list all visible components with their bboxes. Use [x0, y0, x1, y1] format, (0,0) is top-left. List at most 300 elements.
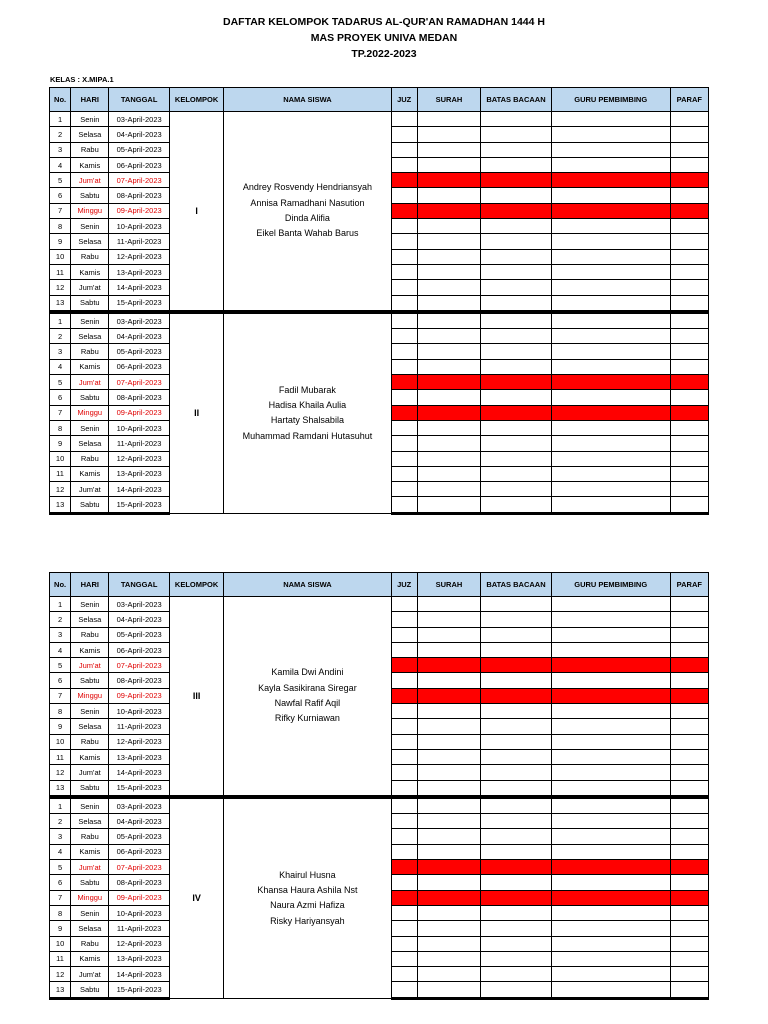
cell-guru[interactable]: [551, 797, 670, 814]
cell-guru[interactable]: [551, 688, 670, 703]
cell-surah[interactable]: [417, 451, 480, 466]
row-no: 6: [50, 188, 71, 203]
cell-batas[interactable]: [481, 234, 552, 249]
cell-batas[interactable]: [481, 264, 552, 279]
cell-surah[interactable]: [417, 982, 480, 998]
cell-surah[interactable]: [417, 860, 480, 875]
cell-juz[interactable]: [391, 734, 417, 749]
cell-guru[interactable]: [551, 658, 670, 673]
cell-surah[interactable]: [417, 642, 480, 657]
cell-batas[interactable]: [481, 436, 552, 451]
cell-paraf[interactable]: [670, 860, 708, 875]
row-no: 2: [50, 127, 71, 142]
cell-guru[interactable]: [551, 359, 670, 374]
cell-guru[interactable]: [551, 719, 670, 734]
cell-surah[interactable]: [417, 967, 480, 982]
cell-juz[interactable]: [391, 466, 417, 481]
cell-juz[interactable]: [391, 420, 417, 435]
row-no: 10: [50, 249, 71, 264]
student-names-cell: [224, 597, 391, 797]
cell-guru[interactable]: [551, 921, 670, 936]
cell-juz[interactable]: [391, 234, 417, 249]
row-tanggal: 05-April-2023: [109, 627, 169, 642]
cell-juz[interactable]: [391, 905, 417, 920]
cell-batas[interactable]: [481, 405, 552, 420]
cell-paraf[interactable]: [670, 359, 708, 374]
student-names-cell: [224, 312, 391, 513]
cell-surah[interactable]: [417, 597, 480, 612]
cell-guru[interactable]: [551, 390, 670, 405]
cell-batas[interactable]: [481, 203, 552, 218]
cell-guru[interactable]: [551, 295, 670, 312]
cell-batas[interactable]: [481, 921, 552, 936]
cell-paraf[interactable]: [670, 875, 708, 890]
cell-batas[interactable]: [481, 497, 552, 513]
col-header-kelompok: KELOMPOK: [169, 573, 223, 597]
cell-surah[interactable]: [417, 936, 480, 951]
cell-guru[interactable]: [551, 203, 670, 218]
cell-paraf[interactable]: [670, 249, 708, 264]
cell-surah[interactable]: [417, 249, 480, 264]
cell-batas[interactable]: [481, 597, 552, 612]
cell-paraf[interactable]: [670, 405, 708, 420]
cell-guru[interactable]: [551, 344, 670, 359]
cell-surah[interactable]: [417, 219, 480, 234]
cell-surah[interactable]: [417, 436, 480, 451]
cell-batas[interactable]: [481, 765, 552, 780]
cell-juz[interactable]: [391, 329, 417, 344]
cell-juz[interactable]: [391, 451, 417, 466]
cell-batas[interactable]: [481, 890, 552, 905]
cell-guru[interactable]: [551, 627, 670, 642]
cell-surah[interactable]: [417, 142, 480, 157]
cell-paraf[interactable]: [670, 451, 708, 466]
cell-surah[interactable]: [417, 203, 480, 218]
cell-surah[interactable]: [417, 405, 480, 420]
cell-juz[interactable]: [391, 642, 417, 657]
cell-juz[interactable]: [391, 142, 417, 157]
cell-surah[interactable]: [417, 875, 480, 890]
cell-surah[interactable]: [417, 112, 480, 127]
cell-batas[interactable]: [481, 749, 552, 764]
cell-guru[interactable]: [551, 642, 670, 657]
cell-surah[interactable]: [417, 844, 480, 859]
row-hari: Kamis: [71, 642, 109, 657]
cell-juz[interactable]: [391, 719, 417, 734]
cell-paraf[interactable]: [670, 673, 708, 688]
cell-batas[interactable]: [481, 734, 552, 749]
cell-batas[interactable]: [481, 642, 552, 657]
cell-paraf[interactable]: [670, 436, 708, 451]
cell-surah[interactable]: [417, 359, 480, 374]
row-hari: Minggu: [71, 203, 109, 218]
cell-guru[interactable]: [551, 420, 670, 435]
cell-surah[interactable]: [417, 829, 480, 844]
cell-batas[interactable]: [481, 982, 552, 998]
cell-paraf[interactable]: [670, 905, 708, 920]
cell-guru[interactable]: [551, 264, 670, 279]
cell-juz[interactable]: [391, 688, 417, 703]
cell-guru[interactable]: [551, 188, 670, 203]
cell-juz[interactable]: [391, 875, 417, 890]
cell-surah[interactable]: [417, 688, 480, 703]
cell-paraf[interactable]: [670, 844, 708, 859]
cell-paraf[interactable]: [670, 420, 708, 435]
cell-paraf[interactable]: [670, 375, 708, 390]
cell-guru[interactable]: [551, 875, 670, 890]
cell-batas[interactable]: [481, 829, 552, 844]
cell-paraf[interactable]: [670, 612, 708, 627]
cell-batas[interactable]: [481, 875, 552, 890]
cell-juz[interactable]: [391, 890, 417, 905]
cell-paraf[interactable]: [670, 466, 708, 481]
cell-guru[interactable]: [551, 405, 670, 420]
cell-batas[interactable]: [481, 312, 552, 329]
cell-juz[interactable]: [391, 280, 417, 295]
cell-batas[interactable]: [481, 295, 552, 312]
cell-surah[interactable]: [417, 951, 480, 966]
cell-juz[interactable]: [391, 829, 417, 844]
cell-juz[interactable]: [391, 249, 417, 264]
cell-juz[interactable]: [391, 359, 417, 374]
cell-paraf[interactable]: [670, 627, 708, 642]
cell-paraf[interactable]: [670, 658, 708, 673]
cell-surah[interactable]: [417, 329, 480, 344]
cell-paraf[interactable]: [670, 642, 708, 657]
cell-batas[interactable]: [481, 936, 552, 951]
cell-juz[interactable]: [391, 157, 417, 172]
cell-surah[interactable]: [417, 234, 480, 249]
cell-paraf[interactable]: [670, 329, 708, 344]
cell-surah[interactable]: [417, 814, 480, 829]
cell-juz[interactable]: [391, 312, 417, 329]
cell-juz[interactable]: [391, 173, 417, 188]
cell-paraf[interactable]: [670, 390, 708, 405]
cell-surah[interactable]: [417, 173, 480, 188]
cell-juz[interactable]: [391, 597, 417, 612]
group-table-1: [49, 87, 709, 515]
cell-juz[interactable]: [391, 612, 417, 627]
cell-guru[interactable]: [551, 219, 670, 234]
cell-juz[interactable]: [391, 188, 417, 203]
row-no: 11: [50, 264, 71, 279]
cell-guru[interactable]: [551, 112, 670, 127]
cell-juz[interactable]: [391, 482, 417, 497]
cell-batas[interactable]: [481, 905, 552, 920]
cell-juz[interactable]: [391, 936, 417, 951]
row-hari: Sabtu: [71, 295, 109, 312]
cell-paraf[interactable]: [670, 797, 708, 814]
row-no: 8: [50, 420, 71, 435]
cell-batas[interactable]: [481, 359, 552, 374]
cell-juz[interactable]: [391, 814, 417, 829]
cell-batas[interactable]: [481, 420, 552, 435]
cell-paraf[interactable]: [670, 734, 708, 749]
student-name: Muhammad Ramdani Hutasuhut: [242, 430, 373, 441]
cell-paraf[interactable]: [670, 982, 708, 998]
student-name: Khansa Haura Ashila Nst: [257, 884, 358, 895]
cell-batas[interactable]: [481, 967, 552, 982]
cell-juz[interactable]: [391, 921, 417, 936]
cell-guru[interactable]: [551, 329, 670, 344]
cell-juz[interactable]: [391, 765, 417, 780]
cell-paraf[interactable]: [670, 967, 708, 982]
cell-paraf[interactable]: [670, 597, 708, 612]
cell-paraf[interactable]: [670, 688, 708, 703]
table-row: [50, 797, 709, 814]
cell-guru[interactable]: [551, 436, 670, 451]
cell-juz[interactable]: [391, 295, 417, 312]
cell-juz[interactable]: [391, 704, 417, 719]
cell-guru[interactable]: [551, 749, 670, 764]
cell-surah[interactable]: [417, 612, 480, 627]
cell-surah[interactable]: [417, 627, 480, 642]
cell-surah[interactable]: [417, 157, 480, 172]
cell-guru[interactable]: [551, 844, 670, 859]
cell-guru[interactable]: [551, 982, 670, 998]
cell-juz[interactable]: [391, 860, 417, 875]
cell-batas[interactable]: [481, 157, 552, 172]
row-tanggal: 07-April-2023: [109, 173, 169, 188]
cell-guru[interactable]: [551, 173, 670, 188]
cell-paraf[interactable]: [670, 921, 708, 936]
cell-paraf[interactable]: [670, 890, 708, 905]
row-tanggal: 15-April-2023: [109, 780, 169, 797]
cell-guru[interactable]: [551, 142, 670, 157]
cell-batas[interactable]: [481, 451, 552, 466]
row-tanggal: 07-April-2023: [109, 375, 169, 390]
cell-surah[interactable]: [417, 295, 480, 312]
cell-batas[interactable]: [481, 127, 552, 142]
cell-juz[interactable]: [391, 780, 417, 797]
cell-batas[interactable]: [481, 188, 552, 203]
cell-guru[interactable]: [551, 612, 670, 627]
cell-guru[interactable]: [551, 234, 670, 249]
cell-surah[interactable]: [417, 390, 480, 405]
cell-guru[interactable]: [551, 814, 670, 829]
cell-juz[interactable]: [391, 497, 417, 513]
cell-batas[interactable]: [481, 814, 552, 829]
cell-paraf[interactable]: [670, 234, 708, 249]
cell-batas[interactable]: [481, 844, 552, 859]
cell-juz[interactable]: [391, 112, 417, 127]
cell-paraf[interactable]: [670, 765, 708, 780]
row-no: 6: [50, 390, 71, 405]
student-name: Hartaty Shalsabila: [270, 415, 344, 426]
cell-surah[interactable]: [417, 375, 480, 390]
group-block: [50, 112, 709, 312]
cell-batas[interactable]: [481, 951, 552, 966]
cell-surah[interactable]: [417, 466, 480, 481]
cell-paraf[interactable]: [670, 704, 708, 719]
cell-surah[interactable]: [417, 280, 480, 295]
cell-paraf[interactable]: [670, 344, 708, 359]
row-hari: Jum'at: [71, 658, 109, 673]
row-hari: Senin: [71, 312, 109, 329]
cell-surah[interactable]: [417, 497, 480, 513]
cell-guru[interactable]: [551, 466, 670, 481]
cell-surah[interactable]: [417, 905, 480, 920]
cell-batas[interactable]: [481, 860, 552, 875]
cell-guru[interactable]: [551, 451, 670, 466]
cell-juz[interactable]: [391, 627, 417, 642]
cell-batas[interactable]: [481, 142, 552, 157]
cell-paraf[interactable]: [670, 142, 708, 157]
cell-juz[interactable]: [391, 264, 417, 279]
cell-guru[interactable]: [551, 967, 670, 982]
cell-surah[interactable]: [417, 797, 480, 814]
cell-batas[interactable]: [481, 797, 552, 814]
cell-guru[interactable]: [551, 734, 670, 749]
cell-juz[interactable]: [391, 797, 417, 814]
cell-guru[interactable]: [551, 280, 670, 295]
row-tanggal: 15-April-2023: [109, 295, 169, 312]
student-name: Naura Azmi Hafiza: [270, 900, 345, 911]
row-tanggal: 13-April-2023: [109, 749, 169, 764]
cell-paraf[interactable]: [670, 497, 708, 513]
cell-surah[interactable]: [417, 734, 480, 749]
cell-juz[interactable]: [391, 344, 417, 359]
cell-guru[interactable]: [551, 482, 670, 497]
cell-guru[interactable]: [551, 249, 670, 264]
cell-paraf[interactable]: [670, 219, 708, 234]
cell-guru[interactable]: [551, 905, 670, 920]
cell-guru[interactable]: [551, 312, 670, 329]
cell-paraf[interactable]: [670, 157, 708, 172]
cell-paraf[interactable]: [670, 749, 708, 764]
cell-juz[interactable]: [391, 405, 417, 420]
cell-guru[interactable]: [551, 890, 670, 905]
cell-paraf[interactable]: [670, 951, 708, 966]
cell-juz[interactable]: [391, 951, 417, 966]
cell-paraf[interactable]: [670, 112, 708, 127]
cell-juz[interactable]: [391, 658, 417, 673]
cell-guru[interactable]: [551, 673, 670, 688]
cell-batas[interactable]: [481, 249, 552, 264]
cell-surah[interactable]: [417, 780, 480, 797]
cell-guru[interactable]: [551, 704, 670, 719]
cell-paraf[interactable]: [670, 173, 708, 188]
cell-juz[interactable]: [391, 982, 417, 998]
cell-surah[interactable]: [417, 673, 480, 688]
row-no: 3: [50, 344, 71, 359]
row-hari: Selasa: [71, 436, 109, 451]
cell-batas[interactable]: [481, 658, 552, 673]
cell-guru[interactable]: [551, 829, 670, 844]
cell-surah[interactable]: [417, 921, 480, 936]
cell-paraf[interactable]: [670, 936, 708, 951]
cell-juz[interactable]: [391, 203, 417, 218]
cell-guru[interactable]: [551, 780, 670, 797]
cell-batas[interactable]: [481, 375, 552, 390]
cell-paraf[interactable]: [670, 295, 708, 312]
student-name: Hadisa Khaila Aulia: [268, 399, 347, 410]
cell-paraf[interactable]: [670, 814, 708, 829]
cell-batas[interactable]: [481, 719, 552, 734]
cell-juz[interactable]: [391, 673, 417, 688]
cell-batas[interactable]: [481, 780, 552, 797]
cell-batas[interactable]: [481, 280, 552, 295]
cell-batas[interactable]: [481, 329, 552, 344]
cell-surah[interactable]: [417, 264, 480, 279]
cell-surah[interactable]: [417, 420, 480, 435]
cell-batas[interactable]: [481, 344, 552, 359]
cell-batas[interactable]: [481, 390, 552, 405]
cell-surah[interactable]: [417, 482, 480, 497]
cell-guru[interactable]: [551, 765, 670, 780]
cell-juz[interactable]: [391, 375, 417, 390]
cell-paraf[interactable]: [670, 127, 708, 142]
cell-guru[interactable]: [551, 127, 670, 142]
cell-surah[interactable]: [417, 890, 480, 905]
col-header-paraf: PARAF: [670, 573, 708, 597]
cell-batas[interactable]: [481, 112, 552, 127]
student-names-cell: [224, 797, 391, 998]
cell-paraf[interactable]: [670, 280, 708, 295]
cell-batas[interactable]: [481, 466, 552, 481]
cell-batas[interactable]: [481, 673, 552, 688]
row-no: 3: [50, 142, 71, 157]
cell-surah[interactable]: [417, 719, 480, 734]
cell-guru[interactable]: [551, 936, 670, 951]
student-name: Dinda Alifia: [284, 212, 330, 223]
cell-paraf[interactable]: [670, 780, 708, 797]
cell-batas[interactable]: [481, 704, 552, 719]
row-no: 12: [50, 765, 71, 780]
row-hari: Selasa: [71, 127, 109, 142]
cell-juz[interactable]: [391, 219, 417, 234]
cell-batas[interactable]: [481, 173, 552, 188]
row-no: 10: [50, 936, 71, 951]
cell-juz[interactable]: [391, 390, 417, 405]
cell-surah[interactable]: [417, 765, 480, 780]
cell-surah[interactable]: [417, 749, 480, 764]
cell-batas[interactable]: [481, 612, 552, 627]
cell-paraf[interactable]: [670, 719, 708, 734]
cell-guru[interactable]: [551, 375, 670, 390]
cell-batas[interactable]: [481, 219, 552, 234]
cell-batas[interactable]: [481, 482, 552, 497]
cell-paraf[interactable]: [670, 482, 708, 497]
cell-juz[interactable]: [391, 436, 417, 451]
cell-paraf[interactable]: [670, 829, 708, 844]
cell-surah[interactable]: [417, 658, 480, 673]
cell-juz[interactable]: [391, 749, 417, 764]
cell-surah[interactable]: [417, 704, 480, 719]
cell-guru[interactable]: [551, 860, 670, 875]
cell-juz[interactable]: [391, 844, 417, 859]
cell-juz[interactable]: [391, 967, 417, 982]
cell-guru[interactable]: [551, 597, 670, 612]
row-tanggal: 12-April-2023: [109, 451, 169, 466]
cell-paraf[interactable]: [670, 188, 708, 203]
cell-surah[interactable]: [417, 344, 480, 359]
cell-paraf[interactable]: [670, 264, 708, 279]
cell-surah[interactable]: [417, 127, 480, 142]
cell-paraf[interactable]: [670, 203, 708, 218]
cell-batas[interactable]: [481, 688, 552, 703]
cell-juz[interactable]: [391, 127, 417, 142]
cell-guru[interactable]: [551, 951, 670, 966]
cell-batas[interactable]: [481, 627, 552, 642]
cell-guru[interactable]: [551, 497, 670, 513]
row-no: 9: [50, 921, 71, 936]
cell-guru[interactable]: [551, 157, 670, 172]
row-tanggal: 15-April-2023: [109, 982, 169, 998]
cell-paraf[interactable]: [670, 312, 708, 329]
cell-surah[interactable]: [417, 312, 480, 329]
cell-surah[interactable]: [417, 188, 480, 203]
